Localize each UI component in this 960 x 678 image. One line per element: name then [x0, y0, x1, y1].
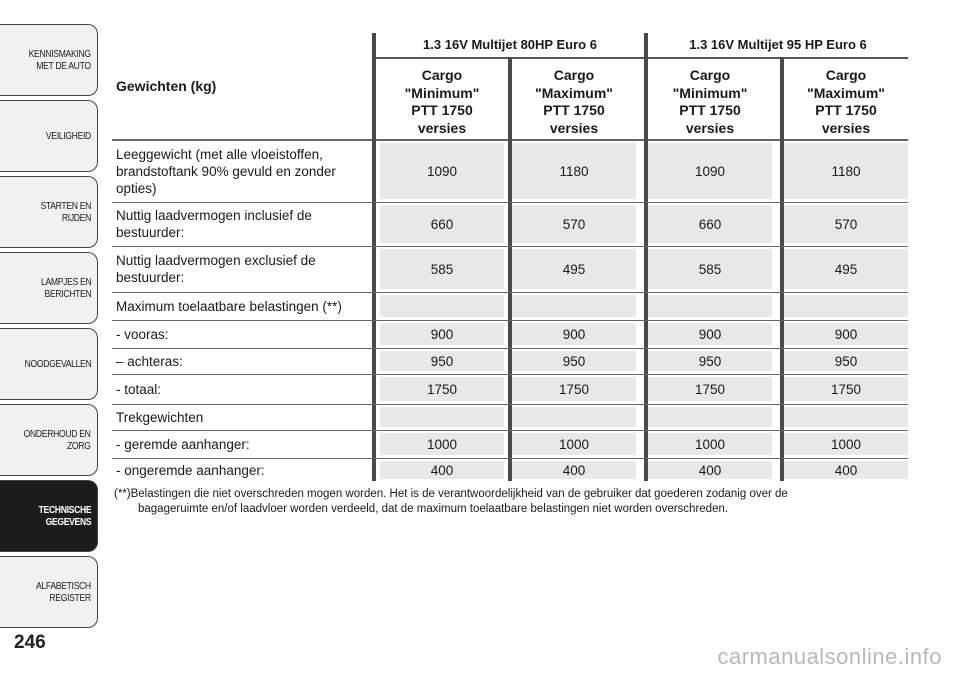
table-cell — [380, 407, 504, 427]
sidebar-tab-label: ONDERHOUD EN ZORG — [24, 428, 91, 452]
table-cell: 495 — [512, 249, 636, 289]
table-cell: 1090 — [380, 143, 504, 199]
column-header-1: Cargo "Minimum" PTT 1750 versies — [404, 67, 480, 136]
row-label: Nuttig laadvermogen inclusief de bestuurder: — [116, 208, 312, 240]
row-label: - ongeremde aanhanger: — [116, 462, 265, 478]
table-cell: 570 — [784, 205, 908, 243]
table-cell — [784, 295, 908, 317]
table-cell: 400 — [380, 461, 504, 479]
row-label: Maximum toelaatbare belastingen (**) — [116, 298, 342, 314]
watermark: carmanualsonline.info — [717, 644, 942, 669]
sidebar-tab-4[interactable] — [0, 252, 98, 324]
table-cell — [512, 295, 636, 317]
sidebar-tab-label: ALFABETISCH REGISTER — [36, 580, 91, 604]
sidebar-tab-label: VEILIGHEID — [45, 130, 91, 142]
footnote-line-1: (**)Belastingen die niet overschreden mogen worden. Het is de verantwoordelijkheid van de gebruiker dat goederen zodanig over de — [114, 488, 788, 500]
sidebar-tab-5[interactable] — [0, 328, 98, 400]
table-cell: 950 — [648, 351, 772, 371]
table-cell: 660 — [380, 205, 504, 243]
row-label: - totaal: — [116, 381, 162, 397]
engine-header-1: 1.3 16V Multijet 80HP Euro 6 — [376, 33, 644, 59]
table-cell: 400 — [784, 461, 908, 479]
sidebar-tab-label: STARTEN EN RIJDEN — [40, 200, 91, 224]
sidebar-tab-8[interactable] — [0, 556, 98, 628]
table-cell: 585 — [648, 249, 772, 289]
row-header: Gewichten (kg) — [116, 78, 217, 94]
table-cell: 1750 — [512, 377, 636, 401]
row-label: – achteras: — [116, 353, 183, 369]
table-cell: 900 — [784, 323, 908, 345]
column-header-2: Cargo "Maximum" PTT 1750 versies — [535, 67, 613, 136]
row-label: Nuttig laadvermogen exclusief de bestuurder: — [116, 253, 316, 285]
engine-header-2: 1.3 16V Multijet 95 HP Euro 6 — [648, 33, 908, 59]
sidebar-tab-7[interactable] — [0, 480, 98, 552]
table-cell: 1180 — [512, 143, 636, 199]
row-label: - vooras: — [116, 326, 169, 342]
table-cell — [380, 295, 504, 317]
column-header-4: Cargo "Maximum" PTT 1750 versies — [807, 67, 885, 136]
table-cell: 1000 — [648, 433, 772, 455]
table-cell: 570 — [512, 205, 636, 243]
row-label: - geremde aanhanger: — [116, 436, 250, 452]
column-separator — [372, 33, 376, 481]
table-cell: 900 — [380, 323, 504, 345]
sidebar-tab-3[interactable] — [0, 176, 98, 248]
sidebar-tab-1[interactable] — [0, 24, 98, 96]
sidebar-tab-label: NOODGEVALLEN — [24, 358, 91, 370]
table-cell: 1000 — [380, 433, 504, 455]
table-cell: 950 — [380, 351, 504, 371]
footnote — [114, 487, 914, 517]
table-cell — [512, 407, 636, 427]
table-cell: 660 — [648, 205, 772, 243]
row-label: Leeggewicht (met alle vloeistoffen, brandstoftank 90% gevuld en zonder opties) — [116, 146, 336, 196]
sidebar-tab-label: TECHNISCHE GEGEVENS — [38, 504, 91, 528]
table-cell: 1180 — [784, 143, 908, 199]
table-cell: 1090 — [648, 143, 772, 199]
table-cell: 900 — [512, 323, 636, 345]
table-cell: 585 — [380, 249, 504, 289]
table-cell: 950 — [784, 351, 908, 371]
table-cell: 900 — [648, 323, 772, 345]
table-cell — [784, 407, 908, 427]
table-cell: 400 — [648, 461, 772, 479]
column-header-3: Cargo "Minimum" PTT 1750 versies — [672, 67, 748, 136]
table-cell: 1750 — [648, 377, 772, 401]
sidebar-tab-2[interactable] — [0, 100, 98, 172]
table-cell — [648, 295, 772, 317]
table-cell: 1750 — [784, 377, 908, 401]
table-cell: 495 — [784, 249, 908, 289]
table-cell: 1000 — [784, 433, 908, 455]
table-cell: 950 — [512, 351, 636, 371]
table-cell — [648, 407, 772, 427]
table-cell: 400 — [512, 461, 636, 479]
table-cell: 1000 — [512, 433, 636, 455]
page-number: 246 — [14, 632, 46, 653]
table-cell: 1750 — [380, 377, 504, 401]
sidebar-tab-6[interactable] — [0, 404, 98, 476]
sidebar-tab-label: KENNISMAKING MET DE AUTO — [28, 48, 91, 72]
footnote-line-2: bagageruimte en/of laadvloer worden verdeeld, dat de maximum toelaatbare belastingen niet worden overschreden. — [138, 503, 729, 515]
row-label: Trekgewichten — [116, 409, 204, 425]
sidebar-tab-label: LAMPJES EN BERICHTEN — [40, 276, 91, 300]
